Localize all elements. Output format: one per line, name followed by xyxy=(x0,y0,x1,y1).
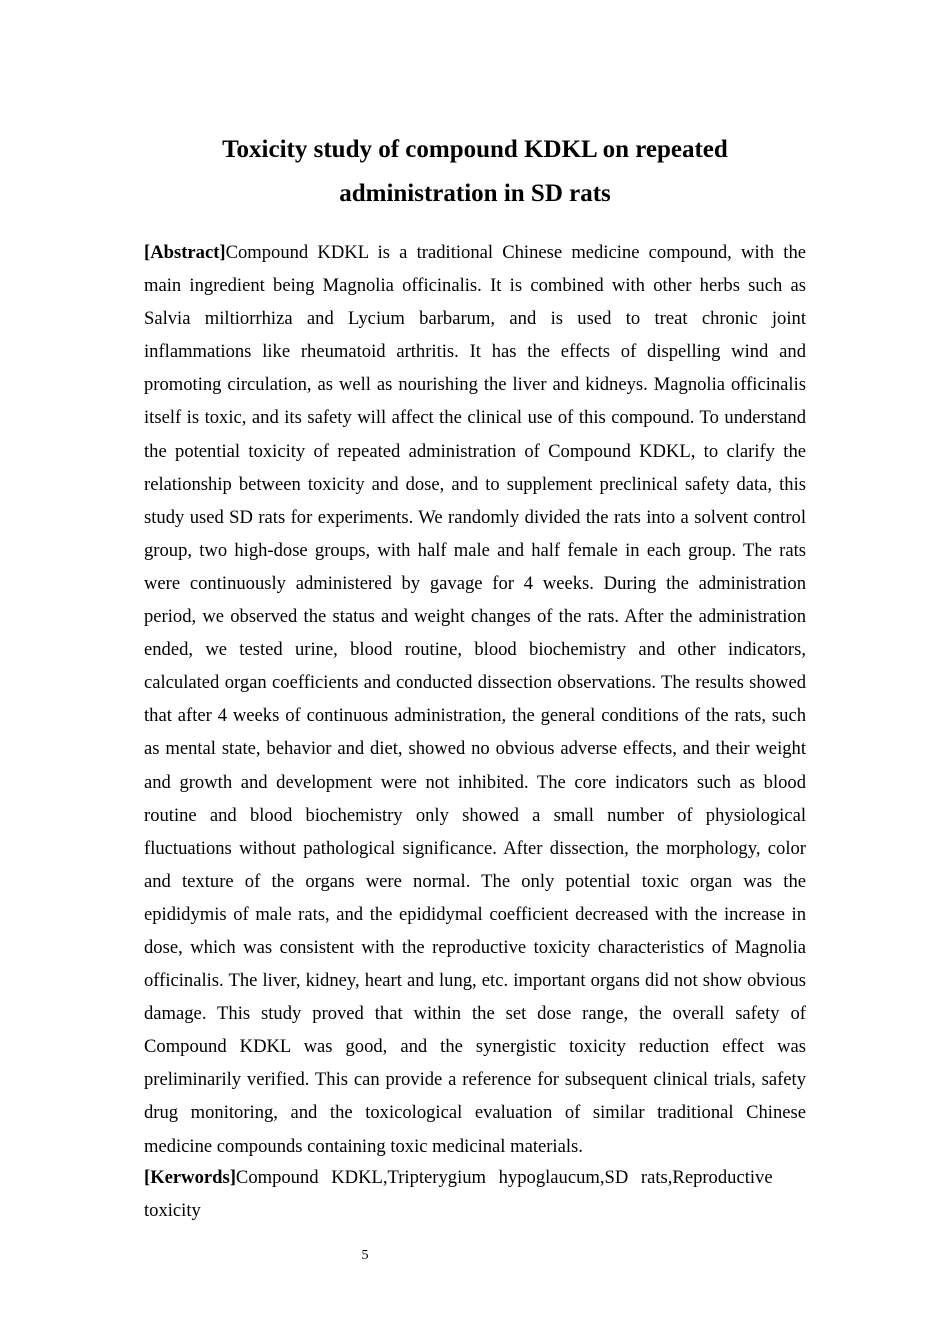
paper-title-line-1: Toxicity study of compound KDKL on repeated xyxy=(222,136,728,163)
abstract-text: Compound KDKL is a traditional Chinese medicine compound, with the main ingredient being Magnolia officinalis. It is combined with other herbs such as Salvia miltiorrhiza and Lycium barbarum, and is used to treat chronic joint inflammations like rheumatoid arthritis. It has the effects of dispelling wind and promoting circulation, as well as nourishing the liver and kidneys. Magnolia officinalis itself is toxic, and its safety will affect the clinical use of this compound. To understand the potential toxicity of repeated administration of Compound KDKL, to clarify the relationship between toxicity and dose, and to supplement preclinical safety data, this study used SD rats for experiments. We randomly divided the rats into a solvent control group, two high-dose groups, with half male and half female in each group. The rats were continuously administered by gavage for 4 weeks. During the administration period, we observed the status and weight changes of the rats. After the administration ended, we tested urine, blood routine, blood biochemistry and other indicators, calculated organ coefficients and conducted dissection observations. The results showed that after 4 weeks of continuous administration, the general conditions of the rats, such as mental state, behavior and diet, showed no obvious adverse effects, and their weight and growth and development were not inhibited. The core indicators such as blood routine and blood biochemistry only showed a small number of physiological fluctuations without pathological significance. After dissection, the morphology, color and texture of the organs were normal. The only potential toxic organ was the epididymis of male rats, and the epididymal coefficient decreased with the increase in dose, which was consistent with the reproductive toxicity characteristics of Magnolia officinalis. The liver, kidney, heart and lung, etc. important organs did not show obvious damage. This study proved that within the set dose range, the overall safety of Compound KDKL was good, and the synergistic toxicity reduction effect was preliminarily verified. This can provide a reference for subsequent clinical trials, safety drug monitoring, and the toxicological evaluation of similar traditional Chinese medicine compounds containing toxic medicinal materials. xyxy=(144,242,806,1157)
abstract-label: [Abstract] xyxy=(144,242,226,263)
abstract-paragraph xyxy=(144,236,806,1163)
keywords-text: Compound KDKL,Tripterygium hypoglaucum,SD rats,Reproductive toxicity xyxy=(144,1167,773,1222)
paper-title xyxy=(144,128,806,216)
page-number: 5 xyxy=(361,1248,369,1263)
keywords-label: [Kerwords] xyxy=(144,1167,236,1188)
keywords-paragraph xyxy=(144,1161,784,1227)
paper-title-line-2: administration in SD rats xyxy=(339,180,611,207)
